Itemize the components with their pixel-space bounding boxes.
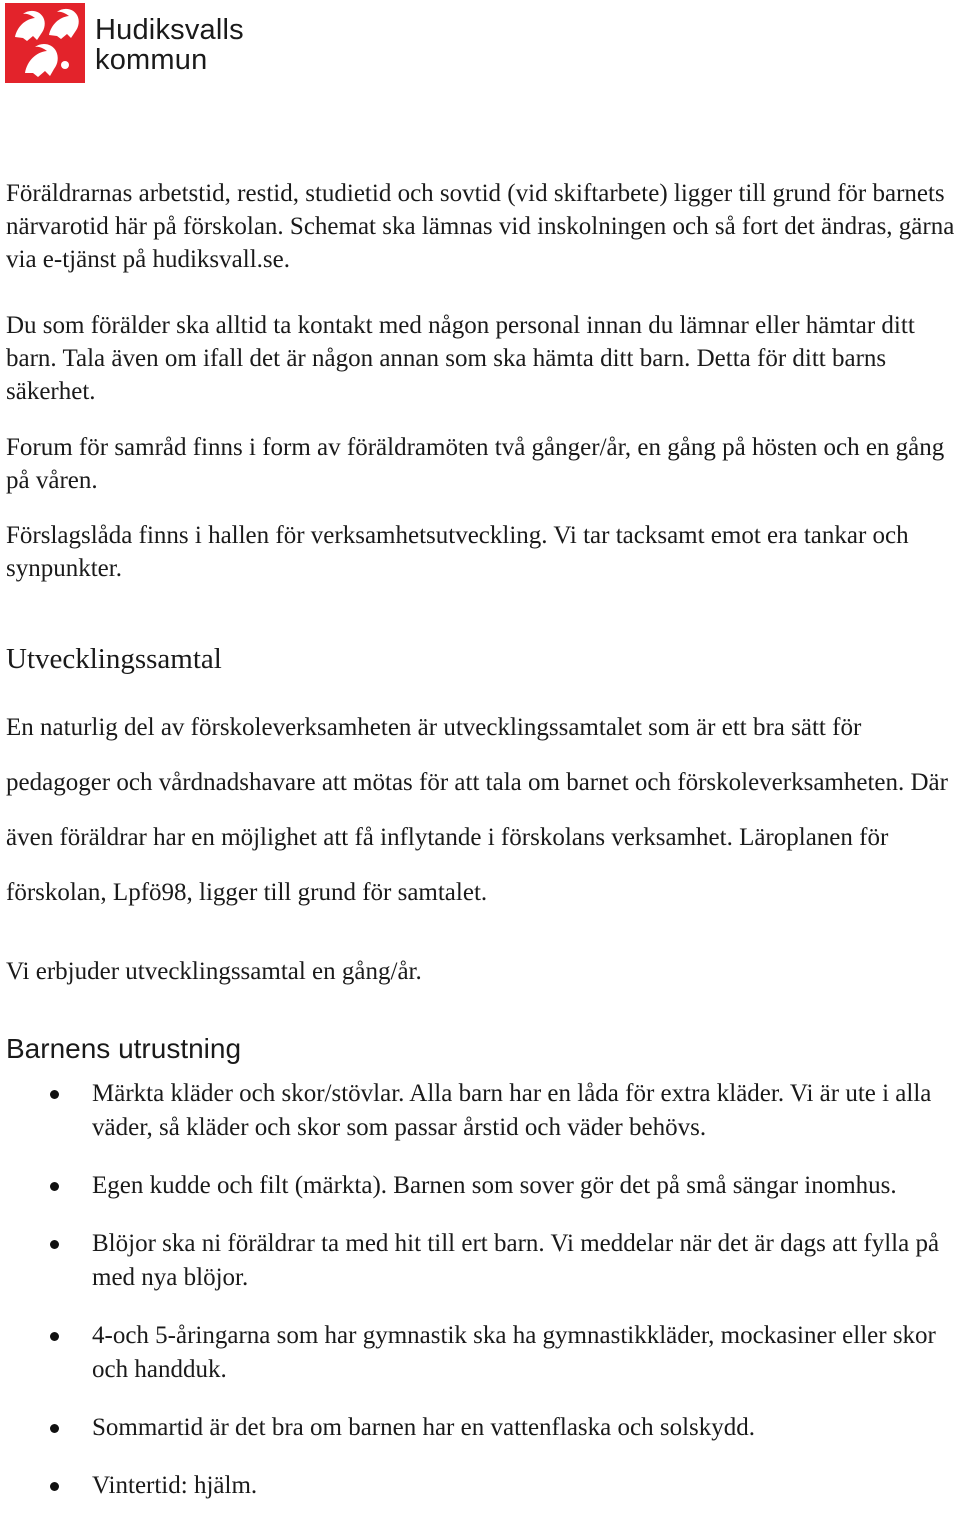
list-item [0,1319,960,1387]
bullet-icon [50,1090,59,1099]
heading-childrens-equipment: Barnens utrustning [6,1033,242,1064]
paragraph-development-frequency: Vi erbjuder utvecklingssamtal en gång/år. [6,958,422,985]
goat-emblem-icon [5,3,85,83]
paragraph-parent-meetings: Forum för samråd finns i form av föräldramöten två gånger/år, en gång på hösten och en gång på våren. [6,434,945,494]
list-item-text: Sommartid är det bra om barnen har en vattenflaska och solskydd. [92,1414,756,1441]
bullet-icon [50,1182,59,1191]
list-item-text: 4-och 5-åringarna som har gymnastik ska ha gymnastikkläder, mockasiner eller skor och handduk. [92,1322,936,1383]
heading-development-talks: Utvecklingssamtal [6,643,222,675]
logo-wordmark [95,15,244,75]
bullet-icon [50,1482,59,1491]
list-item [0,1411,960,1445]
list-item-text: Vintertid: hjälm. [92,1472,258,1499]
paragraph-development-talks: En naturlig del av förskoleverksamheten är utvecklingssamtalet som är ett bra sätt för pedagoger och vårdnadshavare att mötas för att tala om barnet och förskoleverksamheten. Där även föräldrar har en möjlighet att få inflytande i förskolans verksamhet. Läroplanen för förskolan, Lpfö98, ligger till grund för samtalet. [6,714,948,906]
bullet-icon [50,1424,59,1433]
logo-line-2: kommun [95,44,208,76]
municipality-logo [5,3,244,83]
paragraph-suggestion-box: Förslagslåda finns i hallen för verksamhetsutveckling. Vi tar tacksamt emot era tankar och synpunkter. [6,522,909,582]
list-item [0,1227,960,1295]
list-item [0,1077,960,1145]
list-item-text: Blöjor ska ni föräldrar ta med hit till ert barn. Vi meddelar när det är dags att fylla på med nya blöjor. [92,1230,940,1291]
paragraph-contact-staff: Du som förälder ska alltid ta kontakt med någon personal innan du lämnar eller hämtar ditt barn. Tala även om ifall det är någon annan som ska hämta ditt barn. Detta för ditt barns säkerhet. [6,312,915,405]
bullet-icon [50,1332,59,1341]
list-item-text: Märkta kläder och skor/stövlar. Alla barn har en låda för extra kläder. Vi är ute i alla väder, så kläder och skor som passar årstid och väder behövs. [92,1080,932,1141]
paragraph-schedule: Föräldrarnas arbetstid, restid, studietid och sovtid (vid skiftarbete) ligger till grund för barnets närvarotid här på förskolan. Schemat ska lämnas vid inskolningen och så fort det ändras, gärna via e-tjänst på hudiksvall.se. [6,180,955,273]
list-item [0,1169,960,1203]
bullet-icon [50,1240,59,1249]
list-item [0,1469,960,1503]
equipment-list [0,1077,960,1527]
list-item-text: Egen kudde och filt (märkta). Barnen som sover gör det på små sängar inomhus. [92,1172,897,1199]
logo-line-1: Hudiksvalls [95,14,244,46]
